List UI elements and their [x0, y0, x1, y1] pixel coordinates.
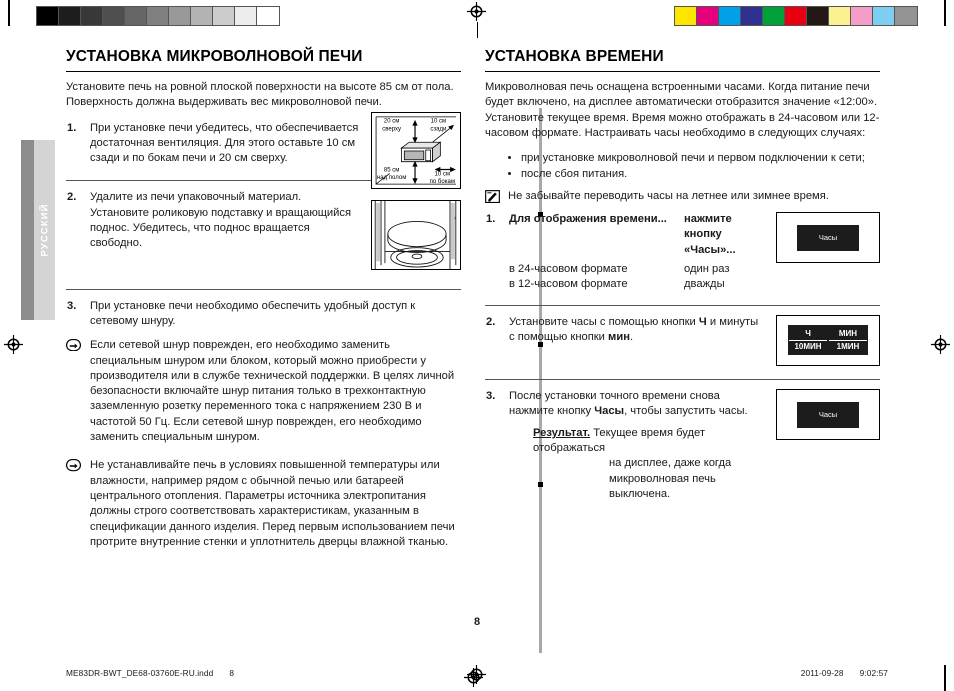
footer-filename-text: ME83DR-BWT_DE68-03760E-RU.indd	[66, 668, 214, 678]
key-label-1min: 1МИН	[836, 341, 860, 351]
key-label-min: МИН	[829, 328, 867, 341]
hour-minute-button-illustration	[776, 315, 880, 366]
list-item: • при установке микроволновой печи и первом подключении к сети;	[521, 151, 880, 166]
right-intro-text-2: Установите текущее время. Время можно отображать в 24-часовом или 12-часовом формате. Настраивать часы необходимо в следующих случаях:	[485, 111, 880, 139]
footer-timestamp	[801, 668, 888, 678]
step-number: 2.	[67, 191, 77, 204]
calibration-swatch-4	[763, 7, 785, 25]
crop-line-bottom-right	[944, 665, 946, 691]
rule-after-right-step-2	[485, 379, 880, 380]
tip-text: Не забывайте переводить часы на летнее или зимнее время.	[508, 189, 829, 202]
registration-mark-top-center	[467, 2, 486, 21]
rule-after-step-2	[66, 289, 461, 290]
column-header-press-clock: нажмите кнопку «Часы»...	[684, 213, 736, 256]
grayscale-calibration-bar	[36, 6, 280, 26]
column-header-display-format: Для отображения времени...	[509, 213, 667, 226]
rule-after-right-step-1	[485, 305, 880, 306]
key-label-hour: Ч	[789, 328, 827, 341]
calibration-swatch-5	[785, 7, 807, 25]
calibration-swatch-8	[851, 7, 873, 25]
left-step-3	[66, 299, 461, 330]
right-title-rule	[485, 71, 880, 72]
left-step-1	[66, 118, 461, 167]
calibration-swatch-8	[213, 7, 235, 25]
calibration-swatch-6	[807, 7, 829, 25]
calibration-swatch-10	[895, 7, 917, 25]
label-side-clearance-word: по бокам	[429, 179, 455, 186]
label-floor-height-value: 85 см	[383, 167, 400, 174]
result-text-continued: на дисплее, даже когда микроволновая печь выключена.	[609, 457, 732, 500]
label-back-clearance-value: 10 см	[430, 118, 447, 125]
key-row-top	[788, 328, 868, 341]
clock-setting-cases-list	[485, 151, 880, 183]
step-number: 1.	[486, 213, 496, 226]
table-header-row	[509, 212, 762, 258]
right-step-1	[485, 212, 880, 292]
step-text: Удалите из печи упаковочный материал. Установите роликовую подставку и вращающийся поднос. Убедитесь, что поднос вращается свободно.	[90, 191, 352, 250]
page-number: 8	[473, 616, 481, 628]
label-floor-height-word: над полом	[376, 175, 407, 182]
step-number: 3.	[486, 390, 496, 403]
footer-filename	[66, 668, 234, 678]
calibration-swatch-2	[81, 7, 103, 25]
calibration-swatch-0	[37, 7, 59, 25]
result-text: Текущее время будет отображаться	[533, 426, 705, 455]
hour-minute-key-chip	[788, 325, 868, 355]
footer-filename-page: 8	[229, 668, 235, 678]
key-row-bottom	[788, 341, 868, 353]
footer-time: 9:02:57	[859, 668, 888, 678]
key-label-10min: 10МИН	[794, 341, 822, 351]
step-text: После установки точного времени снова нажмите кнопку Часы, чтобы запустить часы.	[509, 390, 748, 418]
clock-key-chip: Часы	[797, 225, 859, 251]
cell-presses: дважды	[684, 278, 725, 291]
crop-line-center-top	[477, 22, 478, 38]
table-row	[509, 277, 762, 292]
calibration-swatch-3	[103, 7, 125, 25]
table-row	[509, 262, 762, 277]
left-note-2	[66, 458, 461, 550]
language-tab-label: РУССКИЙ	[39, 203, 50, 257]
calibration-swatch-1	[59, 7, 81, 25]
step-text: При установке печи убедитесь, что обеспечивается достаточная вентиляция. Для этого оставьте 10 см сзади и по бокам печи и 20 см сверху.	[90, 121, 359, 165]
calibration-swatch-7	[191, 7, 213, 25]
page-content	[66, 48, 890, 608]
step-number: 2.	[486, 315, 496, 328]
clock-button-illustration	[776, 212, 880, 263]
note-text: Не устанавливайте печь в условиях повышенной температуры или влажности, например рядом с обычной печью или батареей центрального отопления. Параметры источника электропитания должны строго соответствовать характеристикам, указанным в спецификации данного изделия. Перед первым использованием печи протрите внутренние стенки и уплотнитель дверцы влажной тканью.	[90, 459, 455, 548]
left-intro-text: Установите печь на ровной плоской поверхности на высоте 85 см от пола. Поверхность должна выдерживать вес микроволновой печи.	[66, 81, 454, 109]
calibration-swatch-2	[719, 7, 741, 25]
calibration-swatch-1	[697, 7, 719, 25]
right-intro-text-1: Микроволновая печь оснащена встроенными часами. Когда питание печи будет включено, на дисплее автоматически отобразится значение «12:00».	[485, 81, 878, 109]
result-block	[509, 426, 880, 502]
registration-mark-right-middle	[931, 335, 950, 354]
step-number: 1.	[67, 121, 77, 134]
list-item: • после сбоя питания.	[521, 167, 880, 182]
calibration-swatch-4	[125, 7, 147, 25]
calibration-swatch-7	[829, 7, 851, 25]
label-top-clearance-word: сверху	[382, 126, 402, 133]
left-step-2	[66, 190, 461, 251]
registration-mark-footer-right	[464, 668, 483, 687]
left-title-rule	[66, 71, 461, 72]
language-tab	[21, 140, 55, 320]
label-back-clearance-word: сзади	[430, 126, 447, 133]
cell-presses: один раз	[684, 262, 730, 275]
calibration-swatch-10	[257, 7, 279, 25]
calibration-swatch-0	[675, 7, 697, 25]
right-step-3	[485, 389, 880, 502]
crop-line-left	[8, 0, 10, 26]
crop-line-right	[944, 0, 946, 26]
calibration-swatch-6	[169, 7, 191, 25]
calibration-swatch-9	[873, 7, 895, 25]
calibration-swatch-5	[147, 7, 169, 25]
cell-format: в 24-часовом формате	[509, 262, 628, 275]
step-text: При установке печи необходимо обеспечить удобный доступ к сетевому шнуру.	[90, 299, 416, 327]
calibration-swatch-9	[235, 7, 257, 25]
color-calibration-bar	[674, 6, 918, 26]
label-side-clearance-value: 10 см	[434, 171, 451, 178]
pointing-hand-icon	[66, 339, 81, 351]
daylight-saving-tip	[485, 189, 880, 204]
right-section-title: УСТАНОВКА ВРЕМЕНИ	[485, 48, 664, 65]
step-text: Установите часы с помощью кнопки Ч и минуты с помощью кнопки мин.	[509, 315, 759, 343]
registration-mark-left-middle	[4, 335, 23, 354]
calibration-swatch-3	[741, 7, 763, 25]
note-pencil-icon	[485, 190, 500, 203]
clock-key-chip: Часы	[797, 402, 859, 428]
note-text: Если сетевой шнур поврежден, его необходимо заменить специальным шнуром или блоком, который можно приобрести у производителя или в службе технической поддержки. В целях личной безопасности включайте шнур питания только в трехконтактную заземленную розетку переменного тока с напряжением 230 В и частотой 50 Гц. Если сетевой шнур поврежден, его необходимо заменить специальным шнуром.	[90, 339, 455, 444]
footer-date: 2011-09-28	[800, 668, 844, 678]
result-label: Результат.	[533, 426, 591, 439]
left-note-1	[66, 338, 461, 445]
right-step-2	[485, 315, 880, 351]
right-column	[485, 48, 880, 506]
cell-format: в 12-часовом формате	[509, 278, 628, 291]
label-top-clearance-value: 20 см	[383, 118, 400, 125]
pointing-hand-icon	[66, 459, 81, 471]
left-section-title: УСТАНОВКА МИКРОВОЛНОВОЙ ПЕЧИ	[66, 48, 363, 65]
left-column	[66, 48, 461, 554]
step-number: 3.	[67, 299, 77, 312]
